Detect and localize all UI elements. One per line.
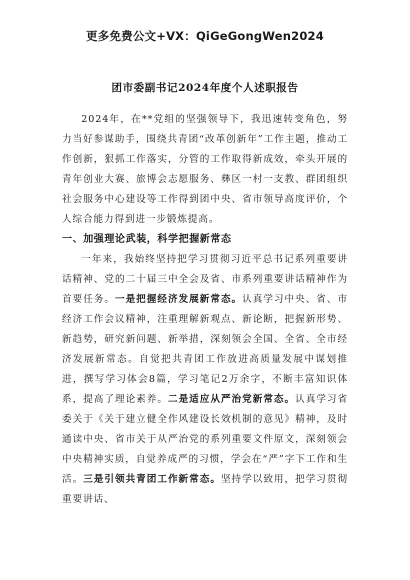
- paragraph-text: 认真学习中央、省、市经济工作会议精神，注重理解新观点、新论断，把握新形势、新趋势，研究新问题、新举措，深刻领会全国、全省、全市经济发展新常态。自觉把共青团工作放进高质量发展中谋划推进，撰写学习体会8篇，学习笔记2万余字，不断丰富知识体系，提高了理论素养。: [62, 294, 348, 405]
- section-paragraph: [62, 250, 348, 510]
- paragraph-text: 坚持学以致用，把学习贯彻重要讲话、: [62, 474, 348, 505]
- emphasis-text: 一是把握经济发展新常态。: [114, 294, 243, 305]
- paragraph-text: 一年来，我始终坚持把学习贯彻习近平总书记系列重要讲话精神、党的二十届三中全会及省、市系列重要讲话精神作为首要任务。: [62, 254, 348, 305]
- section-heading: 一、加强理论武装，科学把握新常态: [62, 234, 232, 245]
- emphasis-text: 二是适应从严治党新常态。: [167, 394, 296, 405]
- paragraph-text: 认真学习省委关于《关于建立健全作风建设长效机制的意见》精神，及时通读中央、省市关于从严治党的系列重要文件原文，深刻领会中央精神实质，自觉养成严的习惯，学会在“严”字下工作和生活。: [62, 394, 349, 485]
- emphasis-text: 三是引领共青团工作新常态。: [83, 474, 221, 485]
- document-title: 团市委副书记2024年度个人述职报告: [111, 82, 299, 94]
- intro-paragraph: 2024年，在**党组的坚强领导下，我迅速转变角色，努力当好参谋助手，围绕共青团“改革创新年”工作主题，推动工作创新，狠抓工作落实，分管的工作取得新成效，牵头开展的青年创业大赛、旅博会志愿服务、彝区一村一支教、群团组织社会服务中心建设等工作得到团中央、省市领导高度评价，个人综合能力得到进一步锻炼提高。: [62, 114, 348, 225]
- document-body: [62, 110, 348, 510]
- promo-header: 更多免费公文+VX：QiGeGongWen2024: [86, 29, 324, 43]
